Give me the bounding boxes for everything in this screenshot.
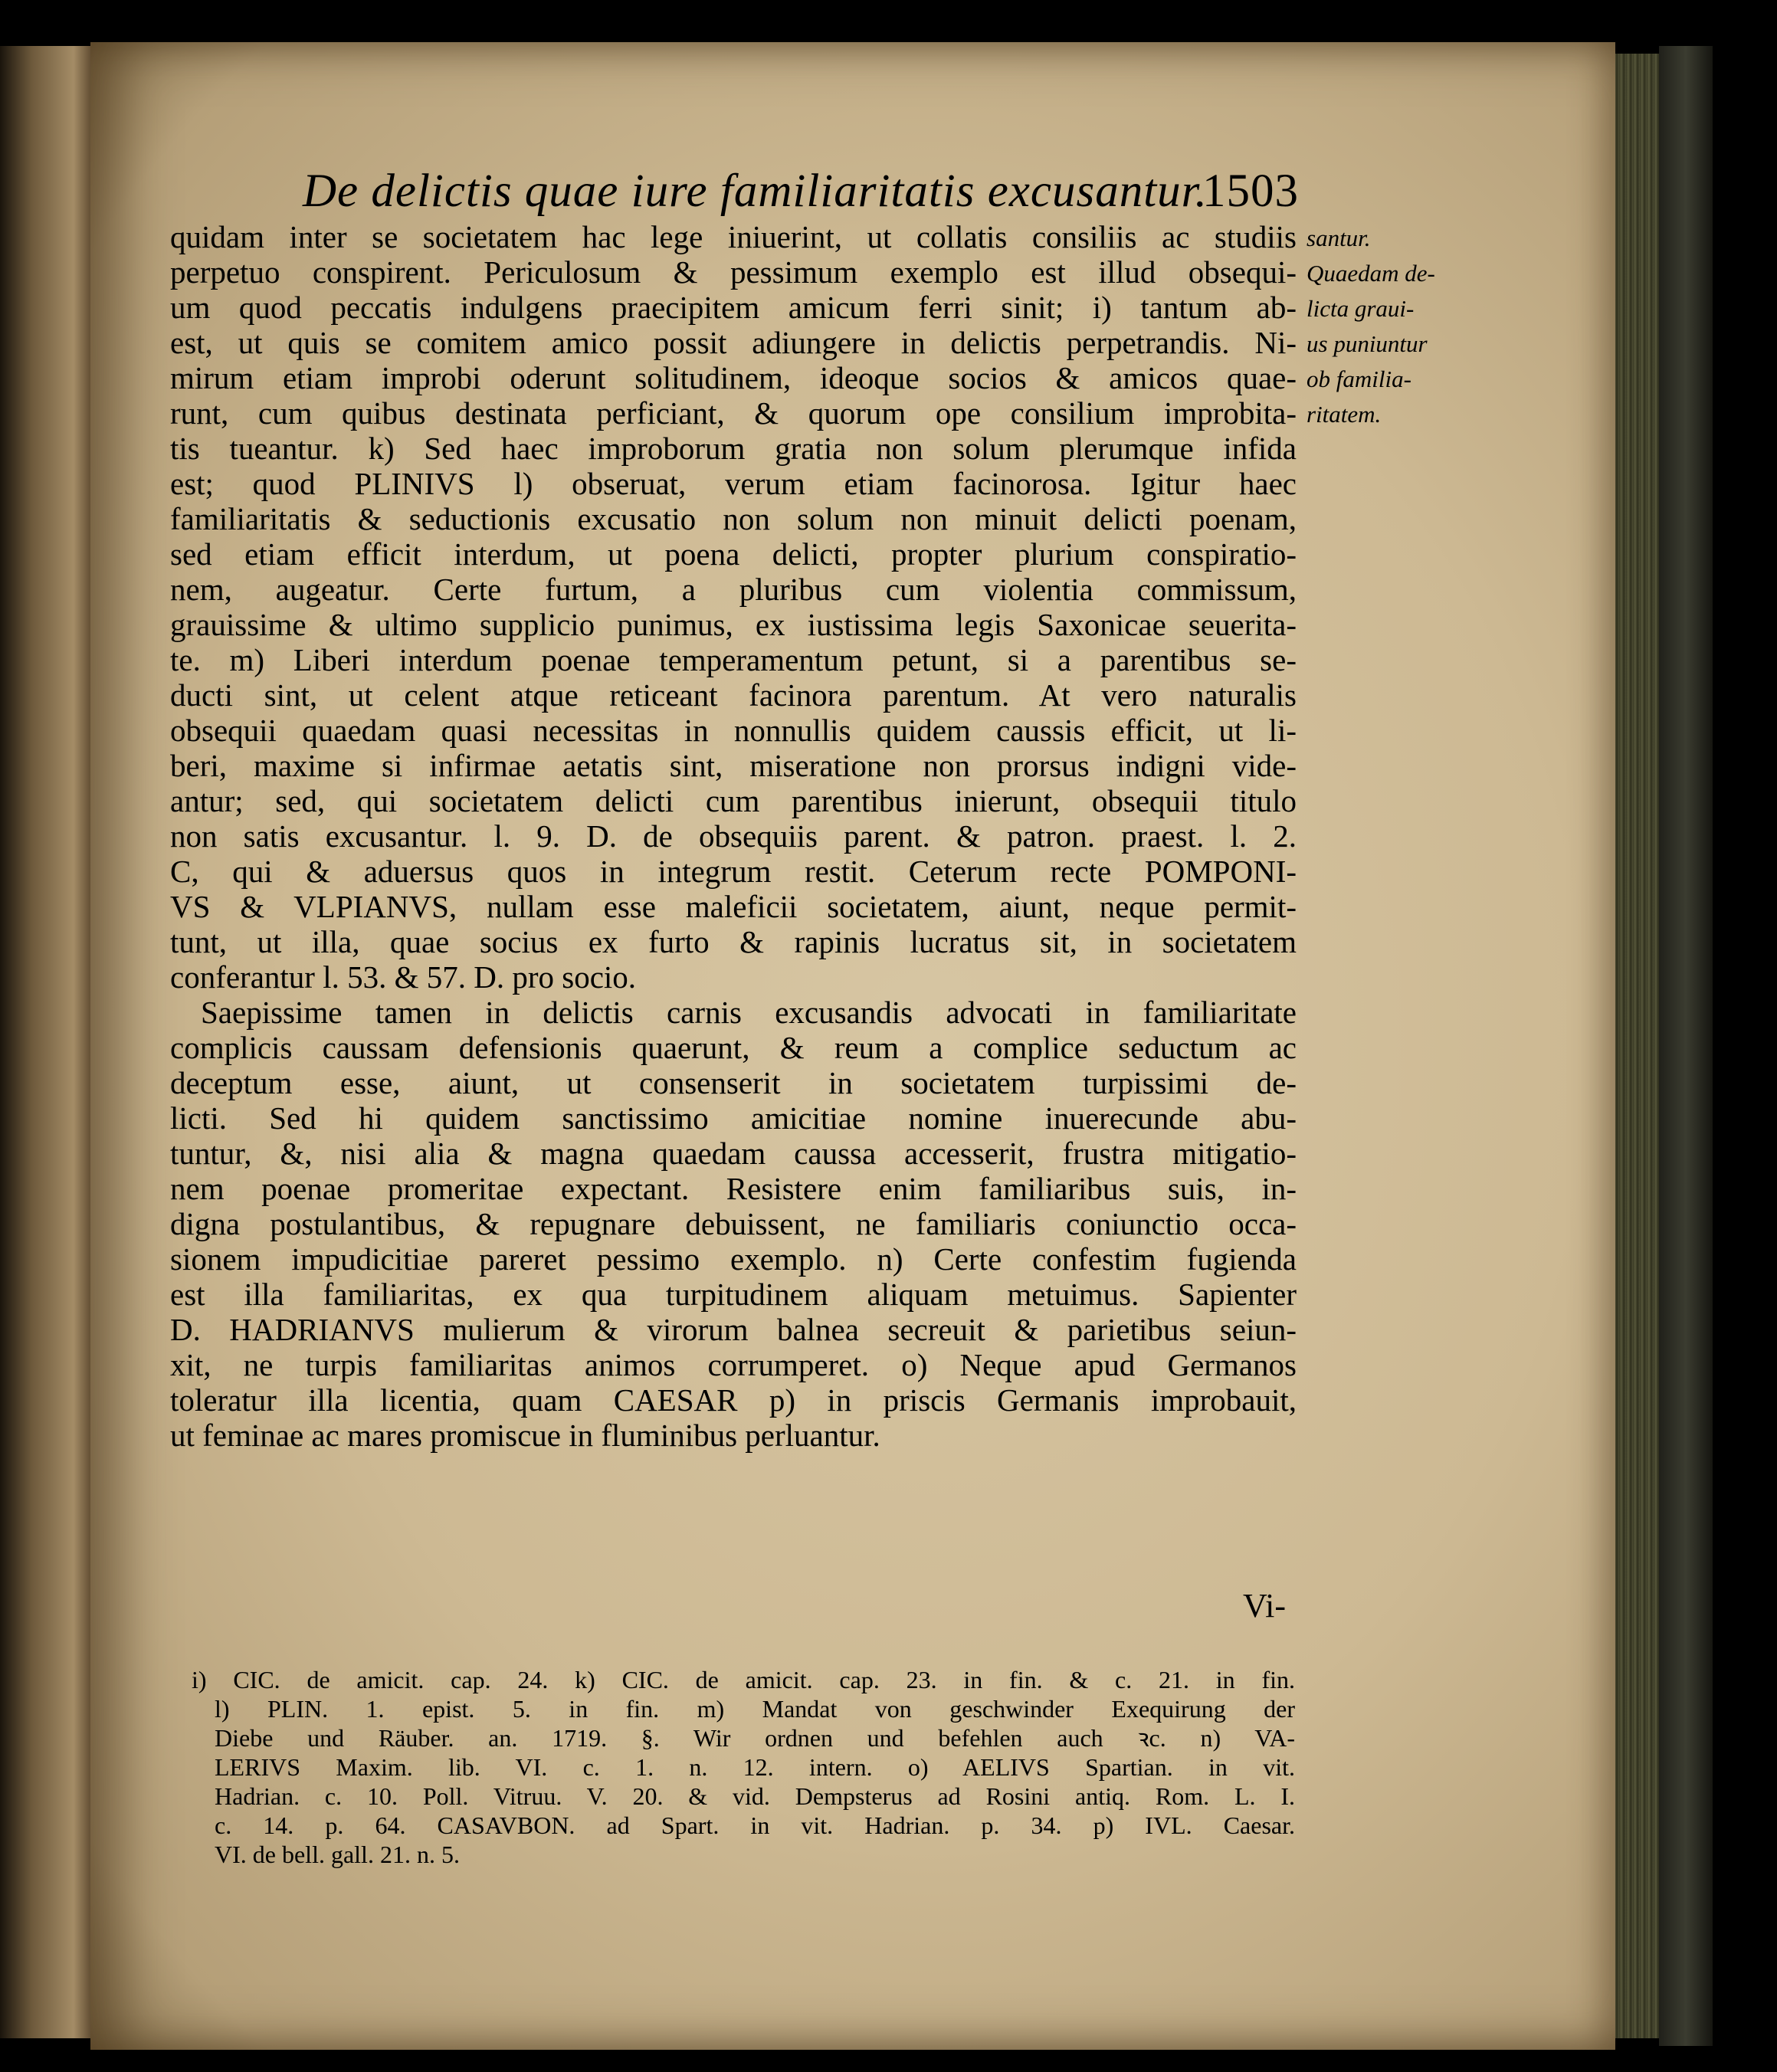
text-line: um quod peccatis indulgens praecipitem amicum ferri sinit; i) tantum ab- [170,290,1297,325]
footnote-line: c. 14. p. 64. CASAVBON. ad Spart. in vit. Hadrian. p. 34. p) IVL. Caesar. [215,1811,1295,1839]
text-line: D. HADRIANVS mulierum & virorum balnea secreuit & parietibus seiun- [170,1312,1297,1347]
footnote-line: i) CIC. de amicit. cap. 24. k) CIC. de amicit. cap. 23. in fin. & c. 21. in fin. [192,1666,1295,1693]
text-line: sed etiam efficit interdum, ut poena delicti, propter plurium conspiratio- [170,536,1297,572]
text-line: est illa familiaritas, ex qua turpitudinem aliquam metuimus. Sapienter [170,1277,1297,1312]
text-line: sionem impudicitiae pareret pessimo exemplo. n) Certe confestim fugienda [170,1241,1297,1277]
marginal-line: Quaedam de- [1307,260,1435,287]
footnotes [192,1665,1295,1869]
text-line: antur; sed, qui societatem delicti cum parentibus inierunt, obsequii titulo [170,783,1297,818]
running-head [211,157,1299,226]
marginal-line: santur. [1307,225,1371,251]
text-line: non satis excusantur. l. 9. D. de obsequiis parent. & patron. praest. l. 2. [170,818,1297,854]
text-line: te. m) Liberi interdum poenae temperamentum petunt, si a parentibus se- [170,642,1297,677]
text-line: xit, ne turpis familiaritas animos corrumperet. o) Neque apud Germanos [170,1347,1297,1382]
text-line: conferantur l. 53. & 57. D. pro socio. [170,959,637,995]
footnote-line: l) PLIN. 1. epist. 5. in fin. m) Mandat von geschwinder Exequirung der [215,1695,1295,1723]
marginal-line: licta graui- [1307,295,1415,322]
text-line: est; quod PLINIVS l) obseruat, verum etiam facinorosa. Igitur haec [170,466,1297,501]
text-line: obsequii quaedam quasi necessitas in nonnullis quidem caussis efficit, ut li- [170,713,1297,748]
text-line: Saepissime tamen in delictis carnis excusandis advocati in familiaritate [201,995,1297,1030]
body-text [170,219,1297,1453]
text-line: est, ut quis se comitem amico possit adiungere in delictis perpetrandis. Ni- [170,325,1297,360]
text-line: nem, augeatur. Certe furtum, a pluribus cum violentia commissum, [170,572,1297,607]
text-line: grauissime & ultimo supplicio punimus, ex iustissima legis Saxonicae seuerita- [170,607,1297,642]
marginal-note [1307,221,1460,432]
text-line: digna postulantibus, & repugnare debuissent, ne familiaris coniunctio occa- [170,1206,1297,1241]
book-spine [1659,46,1713,2046]
text-line: ducti sint, ut celent atque reticeant facinora parentum. At vero naturalis [170,677,1297,713]
text-line: deceptum esse, aiunt, ut consenserit in societatem turpissimi de- [170,1065,1297,1100]
marginal-line: ritatem. [1307,401,1382,428]
text-line: VS & VLPIANVS, nullam esse maleficii societatem, aiunt, neque permit- [170,889,1297,924]
footnote-line: VI. de bell. gall. 21. n. 5. [215,1841,460,1868]
text-line: complicis caussam defensionis quaerunt, & reum a complice seductum ac [170,1030,1297,1065]
marginal-line: us puniuntur [1307,330,1428,357]
text-line: ut feminae ac mares promiscue in fluminibus perluantur. [170,1418,880,1453]
text-line: tuntur, &, nisi alia & magna quaedam caussa accesserit, frustra mitigatio- [170,1136,1297,1171]
text-line: mirum etiam improbi oderunt solitudinem, ideoque socios & amicos quae- [170,360,1297,395]
text-line: toleratur illa licentia, quam CAESAR p) in priscis Germanis improbauit, [170,1382,1297,1418]
text-line: tis tueantur. k) Sed haec improborum gratia non solum plerumque infida [170,431,1297,466]
text-line: familiaritatis & seductionis excusatio non solum non minuit delicti poenam, [170,501,1297,536]
footnote-line: Diebe und Räuber. an. 1719. §. Wir ordnen und befehlen auch ꝛc. n) VA- [215,1724,1295,1752]
running-title: De delictis quae iure familiaritatis excusantur. [303,166,1208,217]
facing-page-edge [0,46,92,2038]
marginal-line: ob familia- [1307,366,1411,392]
catchword: Vi- [1243,1587,1287,1624]
text-line: perpetuo conspirent. Periculosum & pessimum exemplo est illud obsequi- [170,254,1297,290]
text-line: beri, maxime si infirmae aetatis sint, miseratione non prorsus indigni vide- [170,748,1297,783]
page-number: 1503 [1202,166,1299,217]
footnote-line: Hadrian. c. 10. Poll. Vitruu. V. 20. & vid. Dempsterus ad Rosini antiq. Rom. L. I. [215,1782,1295,1810]
text-line: nem poenae promeritae expectant. Resistere enim familiaribus suis, in- [170,1171,1297,1206]
text-line: tunt, ut illa, quae socius ex furto & rapinis lucratus sit, in societatem [170,924,1297,959]
footnote-line: LERIVS Maxim. lib. VI. c. 1. n. 12. intern. o) AELIVS Spartian. in vit. [215,1753,1295,1781]
text-line: runt, cum quibus destinata perficiant, & quorum ope consilium improbita- [170,395,1297,431]
text-line: C, qui & aduersus quos in integrum restit. Ceterum recte POMPONI- [170,854,1297,889]
text-line: licti. Sed hi quidem sanctissimo amicitiae nomine inuerecunde abu- [170,1100,1297,1136]
text-line: quidam inter se societatem hac lege iniuerint, ut collatis consiliis ac studiis [170,219,1297,254]
